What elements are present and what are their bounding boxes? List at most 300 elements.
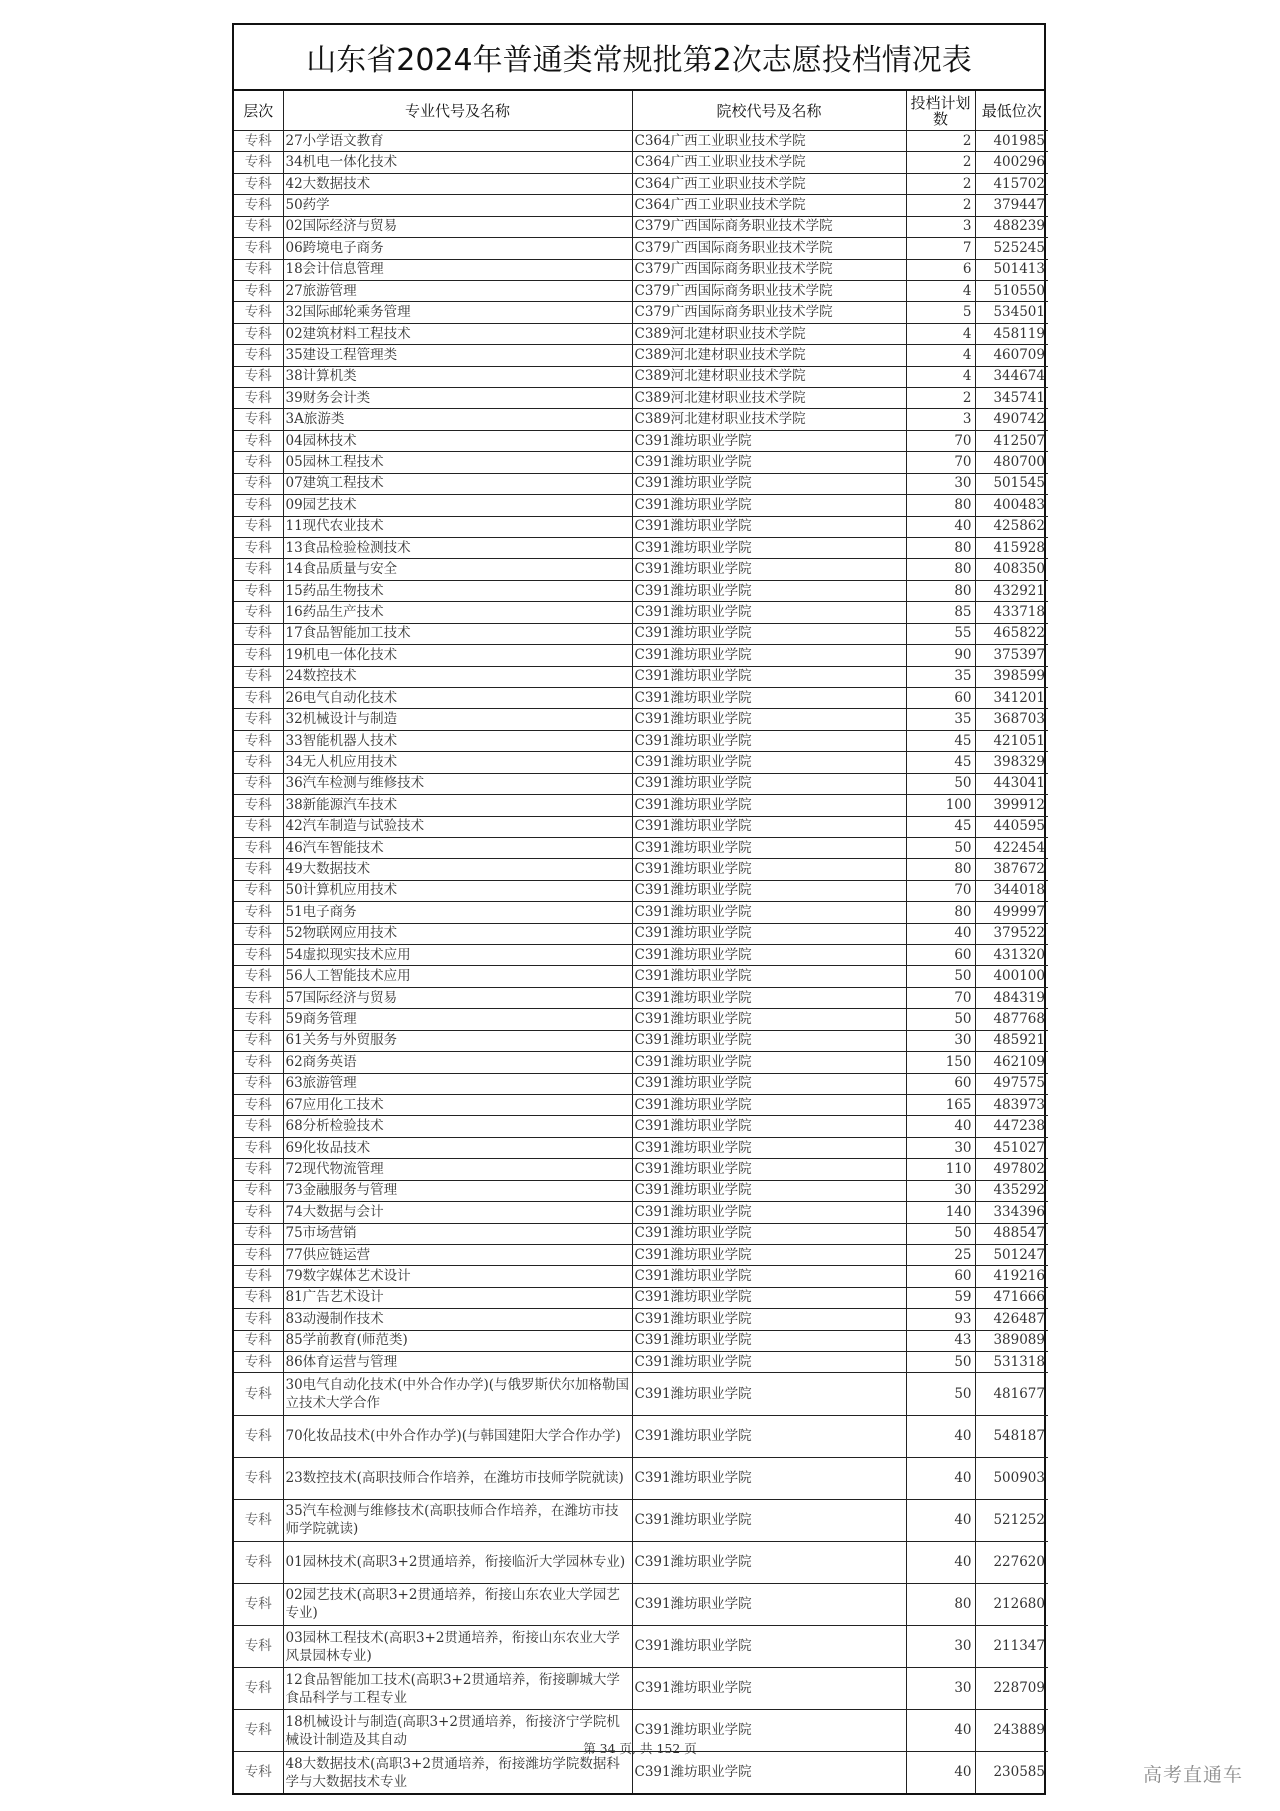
cell-school: C391潍坊职业学院 xyxy=(632,687,906,708)
cell-plan: 80 xyxy=(906,859,975,880)
cell-school: C391潍坊职业学院 xyxy=(632,730,906,751)
table-row xyxy=(234,687,1048,708)
cell-major: 59商务管理 xyxy=(283,1009,632,1030)
cell-school: C391潍坊职业学院 xyxy=(632,795,906,816)
cell-plan: 2 xyxy=(906,152,975,173)
table-row xyxy=(234,280,1048,301)
cell-school: C391潍坊职业学院 xyxy=(632,1499,906,1541)
cell-level: 专科 xyxy=(234,1626,283,1668)
table-row xyxy=(234,259,1048,280)
cell-major: 51电子商务 xyxy=(283,902,632,923)
cell-school: C391潍坊职业学院 xyxy=(632,602,906,623)
cell-school: C391潍坊职业学院 xyxy=(632,559,906,580)
cell-level: 专科 xyxy=(234,1094,283,1115)
cell-school: C389河北建材职业技术学院 xyxy=(632,388,906,409)
cell-level: 专科 xyxy=(234,1457,283,1499)
table-row xyxy=(234,1352,1048,1373)
cell-rank: 425862 xyxy=(975,516,1048,537)
cell-plan: 100 xyxy=(906,795,975,816)
cell-school: C391潍坊职业学院 xyxy=(632,580,906,601)
cell-level: 专科 xyxy=(234,495,283,516)
cell-plan: 43 xyxy=(906,1330,975,1351)
table-row xyxy=(234,1373,1048,1415)
cell-level: 专科 xyxy=(234,1223,283,1244)
cell-level: 专科 xyxy=(234,773,283,794)
cell-rank: 399912 xyxy=(975,795,1048,816)
cell-plan: 35 xyxy=(906,709,975,730)
cell-level: 专科 xyxy=(234,430,283,451)
cell-level: 专科 xyxy=(234,1159,283,1180)
table-row xyxy=(234,945,1048,966)
cell-rank: 419216 xyxy=(975,1266,1048,1287)
cell-school: C379广西国际商务职业技术学院 xyxy=(632,280,906,301)
table-row xyxy=(234,1137,1048,1158)
admission-table xyxy=(232,23,1046,1795)
cell-school: C379广西国际商务职业技术学院 xyxy=(632,238,906,259)
cell-major: 16药品生产技术 xyxy=(283,602,632,623)
cell-school: C389河北建材职业技术学院 xyxy=(632,366,906,387)
cell-plan: 60 xyxy=(906,687,975,708)
cell-major: 35汽车检测与维修技术(高职技师合作培养，在潍坊市技师学院就读) xyxy=(283,1499,632,1541)
cell-major: 17食品智能加工技术 xyxy=(283,623,632,644)
cell-major: 73金融服务与管理 xyxy=(283,1180,632,1201)
cell-school: C391潍坊职业学院 xyxy=(632,1137,906,1158)
cell-school: C391潍坊职业学院 xyxy=(632,1457,906,1499)
cell-rank: 408350 xyxy=(975,559,1048,580)
cell-level: 专科 xyxy=(234,1137,283,1158)
cell-major: 05园林工程技术 xyxy=(283,452,632,473)
cell-rank: 398329 xyxy=(975,752,1048,773)
cell-school: C391潍坊职业学院 xyxy=(632,538,906,559)
cell-rank: 443041 xyxy=(975,773,1048,794)
table-row xyxy=(234,1009,1048,1030)
cell-level: 专科 xyxy=(234,923,283,944)
cell-major: 42汽车制造与试验技术 xyxy=(283,816,632,837)
cell-level: 专科 xyxy=(234,645,283,666)
header-row xyxy=(234,91,1048,131)
cell-level: 专科 xyxy=(234,666,283,687)
cell-school: C364广西工业职业技术学院 xyxy=(632,131,906,152)
cell-rank: 400483 xyxy=(975,495,1048,516)
cell-rank: 212680 xyxy=(975,1583,1048,1625)
cell-plan: 30 xyxy=(906,1030,975,1051)
cell-plan: 59 xyxy=(906,1287,975,1308)
cell-level: 专科 xyxy=(234,131,283,152)
cell-school: C391潍坊职业学院 xyxy=(632,1541,906,1583)
cell-major: 01园林技术(高职3+2贯通培养，衔接临沂大学园林专业) xyxy=(283,1541,632,1583)
cell-school: C391潍坊职业学院 xyxy=(632,987,906,1008)
cell-plan: 40 xyxy=(906,1710,975,1752)
cell-plan: 30 xyxy=(906,1668,975,1710)
cell-level: 专科 xyxy=(234,1668,283,1710)
cell-major: 69化妆品技术 xyxy=(283,1137,632,1158)
cell-major: 11现代农业技术 xyxy=(283,516,632,537)
cell-level: 专科 xyxy=(234,1052,283,1073)
cell-rank: 412507 xyxy=(975,430,1048,451)
cell-major: 74大数据与会计 xyxy=(283,1202,632,1223)
cell-plan: 35 xyxy=(906,666,975,687)
cell-level: 专科 xyxy=(234,1373,283,1415)
cell-plan: 40 xyxy=(906,923,975,944)
cell-plan: 85 xyxy=(906,602,975,623)
cell-plan: 40 xyxy=(906,1499,975,1541)
cell-rank: 497575 xyxy=(975,1073,1048,1094)
cell-plan: 3 xyxy=(906,216,975,237)
cell-level: 专科 xyxy=(234,1287,283,1308)
table-row xyxy=(234,559,1048,580)
cell-level: 专科 xyxy=(234,1202,283,1223)
header-major: 专业代号及名称 xyxy=(283,91,632,131)
cell-level: 专科 xyxy=(234,880,283,901)
cell-rank: 485921 xyxy=(975,1030,1048,1051)
cell-school: C391潍坊职业学院 xyxy=(632,966,906,987)
cell-school: C391潍坊职业学院 xyxy=(632,473,906,494)
cell-major: 83动漫制作技术 xyxy=(283,1309,632,1330)
cell-major: 63旅游管理 xyxy=(283,1073,632,1094)
cell-plan: 50 xyxy=(906,1223,975,1244)
table-row xyxy=(234,1541,1048,1583)
cell-rank: 341201 xyxy=(975,687,1048,708)
cell-major: 62商务英语 xyxy=(283,1052,632,1073)
cell-plan: 55 xyxy=(906,623,975,644)
cell-school: C379广西国际商务职业技术学院 xyxy=(632,259,906,280)
cell-level: 专科 xyxy=(234,580,283,601)
cell-plan: 50 xyxy=(906,1352,975,1373)
table-row xyxy=(234,302,1048,323)
cell-plan: 6 xyxy=(906,259,975,280)
cell-level: 专科 xyxy=(234,1073,283,1094)
cell-rank: 387672 xyxy=(975,859,1048,880)
table-row xyxy=(234,538,1048,559)
table-row xyxy=(234,752,1048,773)
table-row xyxy=(234,1244,1048,1265)
cell-level: 专科 xyxy=(234,538,283,559)
cell-rank: 510550 xyxy=(975,280,1048,301)
cell-major: 02国际经济与贸易 xyxy=(283,216,632,237)
cell-rank: 460709 xyxy=(975,345,1048,366)
cell-major: 32国际邮轮乘务管理 xyxy=(283,302,632,323)
cell-rank: 451027 xyxy=(975,1137,1048,1158)
cell-plan: 4 xyxy=(906,345,975,366)
cell-major: 26电气自动化技术 xyxy=(283,687,632,708)
cell-level: 专科 xyxy=(234,709,283,730)
cell-major: 34机电一体化技术 xyxy=(283,152,632,173)
cell-plan: 25 xyxy=(906,1244,975,1265)
table-row xyxy=(234,173,1048,194)
table-row xyxy=(234,323,1048,344)
cell-rank: 471666 xyxy=(975,1287,1048,1308)
table-row xyxy=(234,345,1048,366)
cell-rank: 458119 xyxy=(975,323,1048,344)
cell-level: 专科 xyxy=(234,816,283,837)
cell-school: C391潍坊职业学院 xyxy=(632,1330,906,1351)
cell-plan: 40 xyxy=(906,1415,975,1457)
cell-school: C391潍坊职业学院 xyxy=(632,902,906,923)
cell-level: 专科 xyxy=(234,1030,283,1051)
cell-level: 专科 xyxy=(234,1583,283,1625)
cell-major: 02建筑材料工程技术 xyxy=(283,323,632,344)
cell-level: 专科 xyxy=(234,1541,283,1583)
table-row xyxy=(234,1583,1048,1625)
cell-rank: 462109 xyxy=(975,1052,1048,1073)
cell-school: C389河北建材职业技术学院 xyxy=(632,409,906,430)
cell-rank: 488547 xyxy=(975,1223,1048,1244)
cell-plan: 5 xyxy=(906,302,975,323)
table-row xyxy=(234,516,1048,537)
cell-major: 72现代物流管理 xyxy=(283,1159,632,1180)
cell-plan: 60 xyxy=(906,1073,975,1094)
cell-level: 专科 xyxy=(234,1180,283,1201)
table-row xyxy=(234,131,1048,152)
cell-rank: 398599 xyxy=(975,666,1048,687)
cell-major: 56人工智能技术应用 xyxy=(283,966,632,987)
cell-rank: 483973 xyxy=(975,1094,1048,1115)
cell-rank: 490742 xyxy=(975,409,1048,430)
cell-major: 35建设工程管理类 xyxy=(283,345,632,366)
table-row xyxy=(234,773,1048,794)
table-row xyxy=(234,666,1048,687)
cell-school: C391潍坊职业学院 xyxy=(632,1287,906,1308)
cell-level: 专科 xyxy=(234,1266,283,1287)
cell-major: 18会计信息管理 xyxy=(283,259,632,280)
table-row xyxy=(234,473,1048,494)
cell-plan: 70 xyxy=(906,452,975,473)
cell-major: 48大数据技术(高职3+2贯通培养，衔接潍坊学院数据科学与大数据技术专业 xyxy=(283,1752,632,1794)
cell-level: 专科 xyxy=(234,687,283,708)
cell-plan: 40 xyxy=(906,1752,975,1794)
cell-major: 04园林技术 xyxy=(283,430,632,451)
table-body xyxy=(234,131,1048,1794)
cell-level: 专科 xyxy=(234,516,283,537)
cell-plan: 7 xyxy=(906,238,975,259)
cell-level: 专科 xyxy=(234,323,283,344)
cell-major: 24数控技术 xyxy=(283,666,632,687)
header-plan: 投档计划数 xyxy=(906,91,975,131)
cell-school: C391潍坊职业学院 xyxy=(632,773,906,794)
cell-school: C391潍坊职业学院 xyxy=(632,1752,906,1794)
cell-level: 专科 xyxy=(234,1710,283,1752)
table-row xyxy=(234,816,1048,837)
cell-plan: 165 xyxy=(906,1094,975,1115)
cell-school: C391潍坊职业学院 xyxy=(632,1415,906,1457)
cell-major: 50计算机应用技术 xyxy=(283,880,632,901)
table-row xyxy=(234,1668,1048,1710)
cell-rank: 426487 xyxy=(975,1309,1048,1330)
cell-major: 3A旅游类 xyxy=(283,409,632,430)
watermark: 高考直通车 xyxy=(1143,1764,1244,1786)
table-row xyxy=(234,1094,1048,1115)
cell-major: 42大数据技术 xyxy=(283,173,632,194)
cell-school: C391潍坊职业学院 xyxy=(632,837,906,858)
cell-rank: 531318 xyxy=(975,1352,1048,1373)
cell-level: 专科 xyxy=(234,259,283,280)
cell-plan: 40 xyxy=(906,516,975,537)
cell-level: 专科 xyxy=(234,795,283,816)
cell-rank: 433718 xyxy=(975,602,1048,623)
table-row xyxy=(234,1202,1048,1223)
cell-rank: 497802 xyxy=(975,1159,1048,1180)
table-row xyxy=(234,1626,1048,1668)
cell-major: 86体育运营与管理 xyxy=(283,1352,632,1373)
cell-major: 33智能机器人技术 xyxy=(283,730,632,751)
table-row xyxy=(234,730,1048,751)
cell-school: C391潍坊职业学院 xyxy=(632,1159,906,1180)
cell-plan: 40 xyxy=(906,1116,975,1137)
cell-level: 专科 xyxy=(234,559,283,580)
cell-level: 专科 xyxy=(234,366,283,387)
cell-major: 27旅游管理 xyxy=(283,280,632,301)
cell-plan: 50 xyxy=(906,773,975,794)
table-row xyxy=(234,1457,1048,1499)
cell-major: 13食品检验检测技术 xyxy=(283,538,632,559)
cell-rank: 243889 xyxy=(975,1710,1048,1752)
table-row xyxy=(234,966,1048,987)
cell-plan: 2 xyxy=(906,131,975,152)
cell-school: C391潍坊职业学院 xyxy=(632,1266,906,1287)
header-rank: 最低位次 xyxy=(975,91,1048,131)
cell-major: 70化妆品技术(中外合作办学)(与韩国建阳大学合作办学) xyxy=(283,1415,632,1457)
cell-plan: 70 xyxy=(906,880,975,901)
cell-level: 专科 xyxy=(234,345,283,366)
cell-plan: 3 xyxy=(906,409,975,430)
cell-rank: 488239 xyxy=(975,216,1048,237)
cell-plan: 150 xyxy=(906,1052,975,1073)
table-row xyxy=(234,452,1048,473)
table-row xyxy=(234,623,1048,644)
cell-plan: 50 xyxy=(906,1009,975,1030)
cell-plan: 70 xyxy=(906,430,975,451)
table-row xyxy=(234,1266,1048,1287)
table-row xyxy=(234,859,1048,880)
table-row xyxy=(234,1159,1048,1180)
cell-rank: 534501 xyxy=(975,302,1048,323)
cell-school: C379广西国际商务职业技术学院 xyxy=(632,216,906,237)
cell-level: 专科 xyxy=(234,173,283,194)
table-row xyxy=(234,580,1048,601)
table-row xyxy=(234,987,1048,1008)
table-row xyxy=(234,602,1048,623)
cell-major: 67应用化工技术 xyxy=(283,1094,632,1115)
cell-school: C391潍坊职业学院 xyxy=(632,945,906,966)
cell-school: C391潍坊职业学院 xyxy=(632,1373,906,1415)
cell-rank: 525245 xyxy=(975,238,1048,259)
cell-rank: 415928 xyxy=(975,538,1048,559)
cell-school: C391潍坊职业学院 xyxy=(632,516,906,537)
cell-school: C391潍坊职业学院 xyxy=(632,1180,906,1201)
cell-plan: 80 xyxy=(906,580,975,601)
cell-major: 27小学语文教育 xyxy=(283,131,632,152)
cell-plan: 45 xyxy=(906,752,975,773)
cell-school: C364广西工业职业技术学院 xyxy=(632,152,906,173)
cell-major: 54虚拟现实技术应用 xyxy=(283,945,632,966)
table-row xyxy=(234,1180,1048,1201)
cell-level: 专科 xyxy=(234,1009,283,1030)
cell-rank: 421051 xyxy=(975,730,1048,751)
cell-level: 专科 xyxy=(234,238,283,259)
cell-plan: 80 xyxy=(906,559,975,580)
cell-plan: 30 xyxy=(906,1626,975,1668)
cell-level: 专科 xyxy=(234,195,283,216)
cell-major: 02园艺技术(高职3+2贯通培养，衔接山东农业大学园艺专业) xyxy=(283,1583,632,1625)
cell-major: 09园艺技术 xyxy=(283,495,632,516)
cell-school: C391潍坊职业学院 xyxy=(632,430,906,451)
cell-rank: 228709 xyxy=(975,1668,1048,1710)
cell-school: C391潍坊职业学院 xyxy=(632,1009,906,1030)
cell-rank: 227620 xyxy=(975,1541,1048,1583)
cell-level: 专科 xyxy=(234,452,283,473)
cell-plan: 80 xyxy=(906,538,975,559)
cell-level: 专科 xyxy=(234,409,283,430)
cell-level: 专科 xyxy=(234,216,283,237)
cell-rank: 484319 xyxy=(975,987,1048,1008)
cell-rank: 501545 xyxy=(975,473,1048,494)
cell-school: C391潍坊职业学院 xyxy=(632,495,906,516)
cell-plan: 93 xyxy=(906,1309,975,1330)
cell-level: 专科 xyxy=(234,859,283,880)
cell-rank: 400296 xyxy=(975,152,1048,173)
data-table xyxy=(234,91,1048,1793)
table-row xyxy=(234,1052,1048,1073)
cell-rank: 481677 xyxy=(975,1373,1048,1415)
table-row xyxy=(234,1752,1048,1794)
cell-level: 专科 xyxy=(234,388,283,409)
cell-plan: 30 xyxy=(906,1180,975,1201)
cell-rank: 431320 xyxy=(975,945,1048,966)
cell-major: 49大数据技术 xyxy=(283,859,632,880)
cell-major: 30电气自动化技术(中外合作办学)(与俄罗斯伏尔加格勒国立技术大学合作 xyxy=(283,1373,632,1415)
cell-plan: 80 xyxy=(906,495,975,516)
cell-plan: 60 xyxy=(906,945,975,966)
cell-school: C389河北建材职业技术学院 xyxy=(632,345,906,366)
cell-school: C391潍坊职业学院 xyxy=(632,1116,906,1137)
cell-plan: 2 xyxy=(906,173,975,194)
table-row xyxy=(234,645,1048,666)
cell-level: 专科 xyxy=(234,837,283,858)
cell-major: 34无人机应用技术 xyxy=(283,752,632,773)
cell-rank: 435292 xyxy=(975,1180,1048,1201)
cell-major: 81广告艺术设计 xyxy=(283,1287,632,1308)
cell-major: 75市场营销 xyxy=(283,1223,632,1244)
cell-level: 专科 xyxy=(234,730,283,751)
cell-level: 专科 xyxy=(234,902,283,923)
cell-school: C379广西国际商务职业技术学院 xyxy=(632,302,906,323)
cell-plan: 45 xyxy=(906,816,975,837)
cell-major: 03园林工程技术(高职3+2贯通培养，衔接山东农业大学风景园林专业) xyxy=(283,1626,632,1668)
header-school: 院校代号及名称 xyxy=(632,91,906,131)
cell-level: 专科 xyxy=(234,280,283,301)
cell-major: 15药品生物技术 xyxy=(283,580,632,601)
cell-rank: 432921 xyxy=(975,580,1048,601)
cell-rank: 440595 xyxy=(975,816,1048,837)
cell-school: C391潍坊职业学院 xyxy=(632,1244,906,1265)
table-row xyxy=(234,495,1048,516)
cell-school: C391潍坊职业学院 xyxy=(632,859,906,880)
table-row xyxy=(234,152,1048,173)
cell-major: 12食品智能加工技术(高职3+2贯通培养，衔接聊城大学食品科学与工程专业 xyxy=(283,1668,632,1710)
table-row xyxy=(234,430,1048,451)
cell-rank: 344674 xyxy=(975,366,1048,387)
table-row xyxy=(234,195,1048,216)
cell-rank: 211347 xyxy=(975,1626,1048,1668)
cell-school: C391潍坊职业学院 xyxy=(632,666,906,687)
cell-level: 专科 xyxy=(234,1116,283,1137)
cell-rank: 401985 xyxy=(975,131,1048,152)
cell-school: C391潍坊职业学院 xyxy=(632,1030,906,1051)
table-row xyxy=(234,1415,1048,1457)
cell-school: C391潍坊职业学院 xyxy=(632,1352,906,1373)
table-row xyxy=(234,1116,1048,1137)
cell-school: C391潍坊职业学院 xyxy=(632,623,906,644)
